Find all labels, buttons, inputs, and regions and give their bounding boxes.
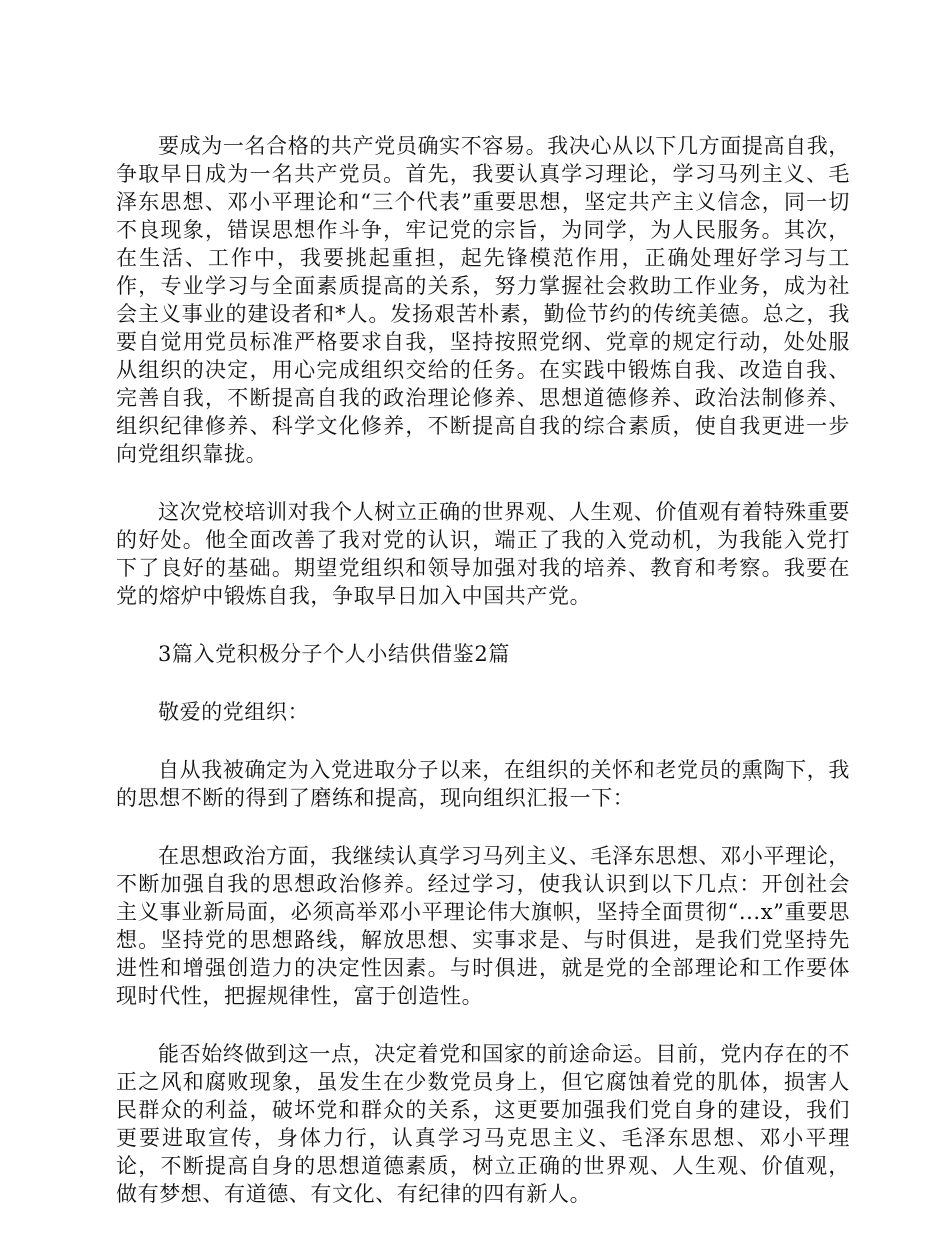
paragraph-party-building: 能否始终做到这一点，决定着党和国家的前途命运。目前，党内存在的不正之风和腐败现象，虽发生在少数党员身上，但它腐蚀着党的肌体，损害人民群众的利益，破坏党和群众的关系，这更要加强我们党自身的建设，我们更要进取宣传，身体力行，认真学习马克思主义、毛泽东思想、邓小平理论，不断提高自身的思想道德素质，树立正确的世界观、人生观、价值观，做有梦想、有道德、有文化、有纪律的四有新人。: [116, 1042, 850, 1206]
paragraph-introduction: 自从我被确定为入党进取分子以来，在组织的关怀和老党员的熏陶下，我的思想不断的得到了磨练和提高，现向组织汇报一下：: [116, 758, 850, 810]
salutation: 敬爱的党组织：: [158, 700, 310, 724]
section-heading: 3篇入党积极分子个人小结供借鉴2篇: [158, 642, 510, 666]
paragraph-self-improvement: 要成为一名合格的共产党员确实不容易。我决心从以下几方面提高自我，争取早日成为一名共产党员。首先，我要认真学习理论，学习马列主义、毛泽东思想、邓小平理论和“三个代表”重要思想，坚定共产主义信念，同一切不良现象，错误思想作斗争，牢记党的宗旨，为同学，为人民服务。其次，在生活、工作中，我要挑起重担，起先锋模范作用，正确处理好学习与工作，专业学习与全面素质提高的关系，努力掌握社会救助工作业务，成为社会主义事业的建设者和*人。发扬艰苦朴素，勤俭节约的传统美德。总之，我要自觉用党员标准严格要求自我，坚持按照党纲、党章的规定行动，处处服从组织的决定，用心完成组织交给的任务。在实践中锻炼自我、改造自我、完善自我，不断提高自我的政治理论修养、思想道德修养、政治法制修养、组织纪律修养、科学文化修养，不断提高自我的综合素质，使自我更进一步向党组织靠拢。: [116, 134, 850, 466]
paragraph-party-school-training: 这次党校培训对我个人树立正确的世界观、人生观、价值观有着特殊重要的好处。他全面改善了我对党的认识，端正了我的入党动机，为我能入党打下了良好的基础。期望党组织和领导加强对我的培养、教育和考察。我要在党的熔炉中锻炼自我，争取早日加入中国共产党。: [116, 500, 850, 608]
document-body: [116, 132, 850, 1238]
paragraph-political-thought: 在思想政治方面，我继续认真学习马列主义、毛泽东思想、邓小平理论，不断加强自我的思想政治修养。经过学习，使我认识到以下几点：开创社会主义事业新局面，必须高举邓小平理论伟大旗帜，坚持全面贯彻“...x”重要思想。坚持党的思想路线，解放思想、实事求是、与时俱进，是我们党坚持先进性和增强创造力的决定性因素。与时俱进，就是党的全部理论和工作要体现时代性，把握规律性，富于创造性。: [116, 844, 850, 1008]
